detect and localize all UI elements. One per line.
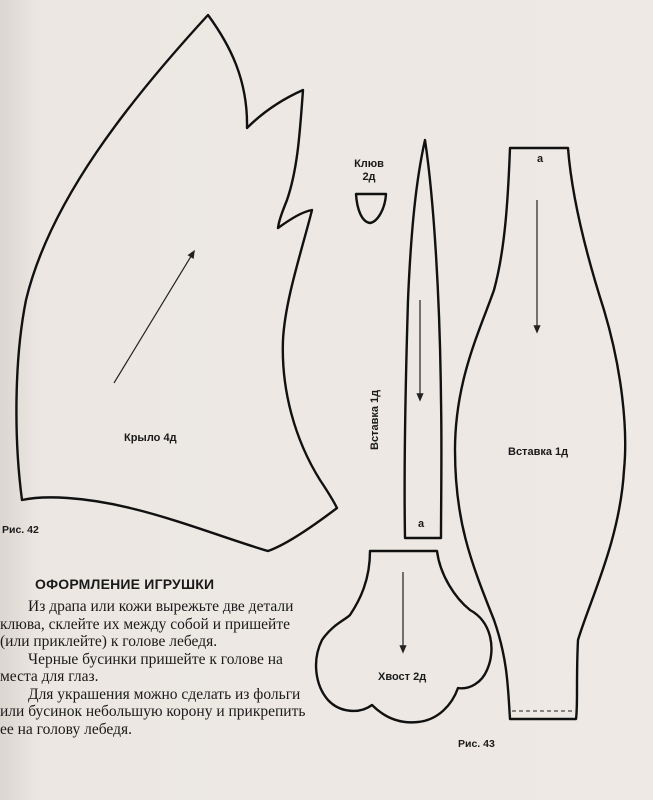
section-title: ОФОРМЛЕНИЕ ИГРУШКИ	[35, 576, 215, 592]
instruction-paragraph: Из драпа или кожи вырежьте две детали клюва, склейте их между собой и пришейте (или приклейте) к голове лебедя.	[0, 598, 294, 650]
narrow-insert-pattern	[405, 140, 442, 538]
narrow-insert-mark: а	[417, 518, 425, 530]
wide-insert-pattern	[455, 148, 625, 719]
figure-43-caption: Рис. 43	[458, 738, 495, 750]
wing-pattern	[16, 15, 337, 551]
wing-grain-arrow	[114, 253, 193, 383]
wing-label: Крыло 4д	[124, 432, 177, 444]
figure-42-caption: Рис. 42	[2, 524, 39, 536]
beak-label: Клюв	[354, 158, 384, 170]
beak-pattern	[356, 194, 386, 223]
tail-pattern	[316, 551, 491, 722]
beak-label-count: 2д	[362, 171, 376, 183]
instructions-text	[0, 598, 315, 738]
tail-label: Хвост 2д	[378, 671, 427, 683]
instruction-paragraph: Черные бусинки пришейте к голове на места для глаз.	[0, 650, 283, 685]
wide-insert-mark: а	[536, 153, 544, 165]
wide-insert-label: Вставка 1д	[508, 446, 569, 458]
narrow-insert-label: Вставка 1д	[369, 389, 381, 450]
instruction-paragraph: Для украшения можно сделать из фольги или бусинок небольшую корону и прикрепить ее на голову лебедя.	[0, 685, 306, 738]
